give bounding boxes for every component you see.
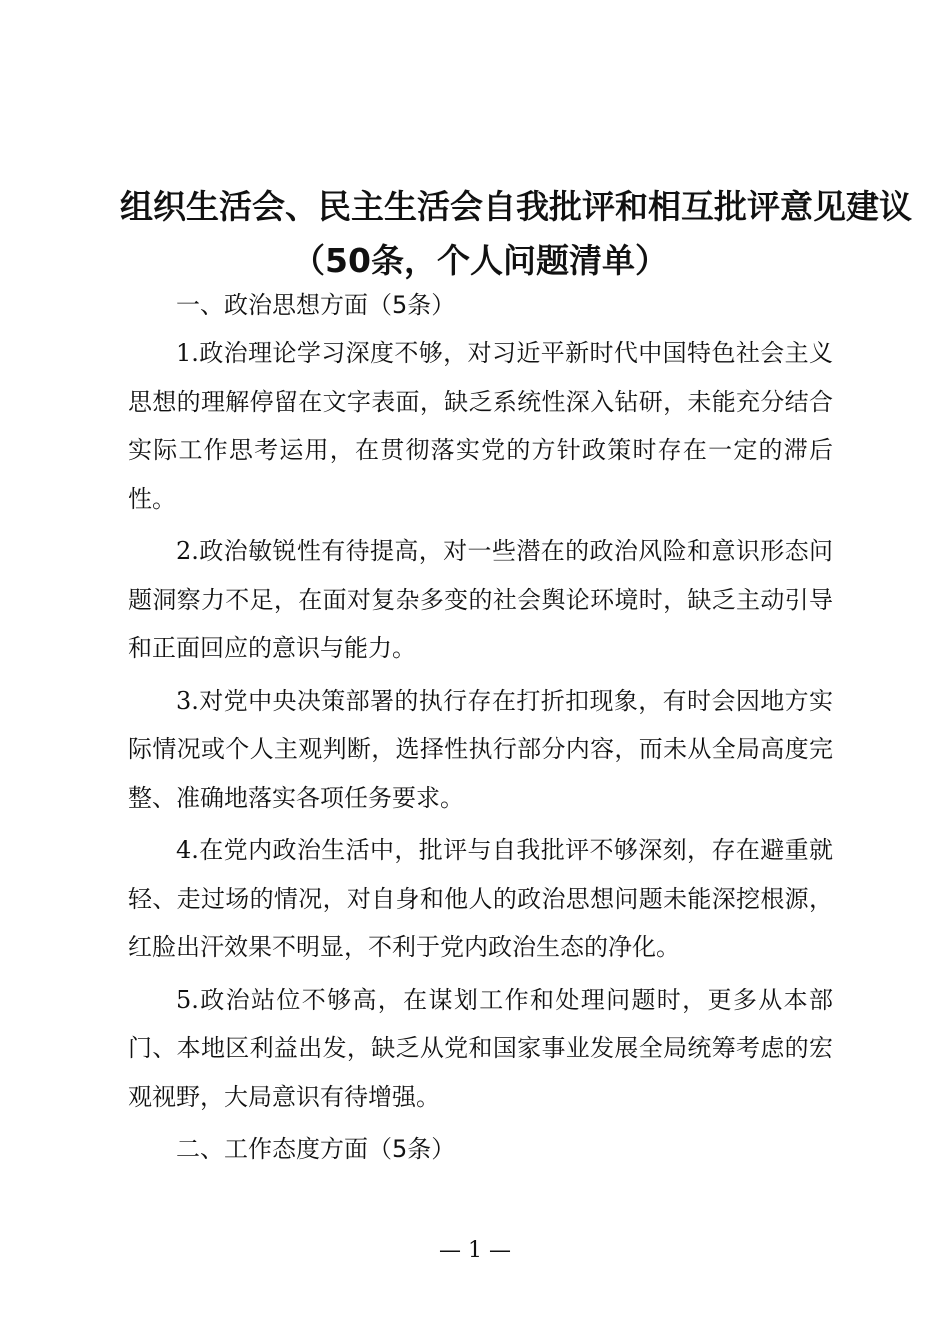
list-item: 2.政治敏锐性有待提高，对一些潜在的政治风险和意识形态问题洞察力不足，在面对复杂多变的社会舆论环境时，缺乏主动引导和正面回应的意识与能力。 — [128, 537, 833, 662]
list-item: 5.政治站位不够高，在谋划工作和处理问题时，更多从本部门、本地区利益出发，缺乏从党和国家事业发展全局统筹考虑的宏观视野，大局意识有待增强。 — [128, 985, 833, 1111]
section-heading-work-attitude: 二、工作态度方面（5条） — [176, 1135, 456, 1163]
title-line-1: 组织生活会、民主生活会自我批评和相互批评意见建议 — [120, 187, 912, 226]
document-title — [120, 180, 912, 288]
section-heading-political: 一、政治思想方面（5条） — [176, 291, 456, 319]
list-item: 3.对党中央决策部署的执行存在打折扣现象，有时会因地方实际情况或个人主观判断，选择性执行部分内容，而未从全局高度完整、准确地落实各项任务要求。 — [128, 686, 833, 812]
list-item: 1.政治理论学习深度不够，对习近平新时代中国特色社会主义思想的理解停留在文字表面，缺乏系统性深入钻研，未能充分结合实际工作思考运用，在贯彻落实党的方针政策时存在一定的滞后性。 — [128, 339, 833, 513]
title-line-2: （50条，个人问题清单） — [292, 241, 668, 280]
list-item: 4.在党内政治生活中，批评与自我批评不够深刻，存在避重就轻、走过场的情况，对自身和他人的政治思想问题未能深挖根源，红脸出汗效果不明显，不利于党内政治生态的净化。 — [128, 836, 833, 961]
document-body — [128, 281, 833, 1173]
page-number: — 1 — — [439, 1238, 511, 1263]
